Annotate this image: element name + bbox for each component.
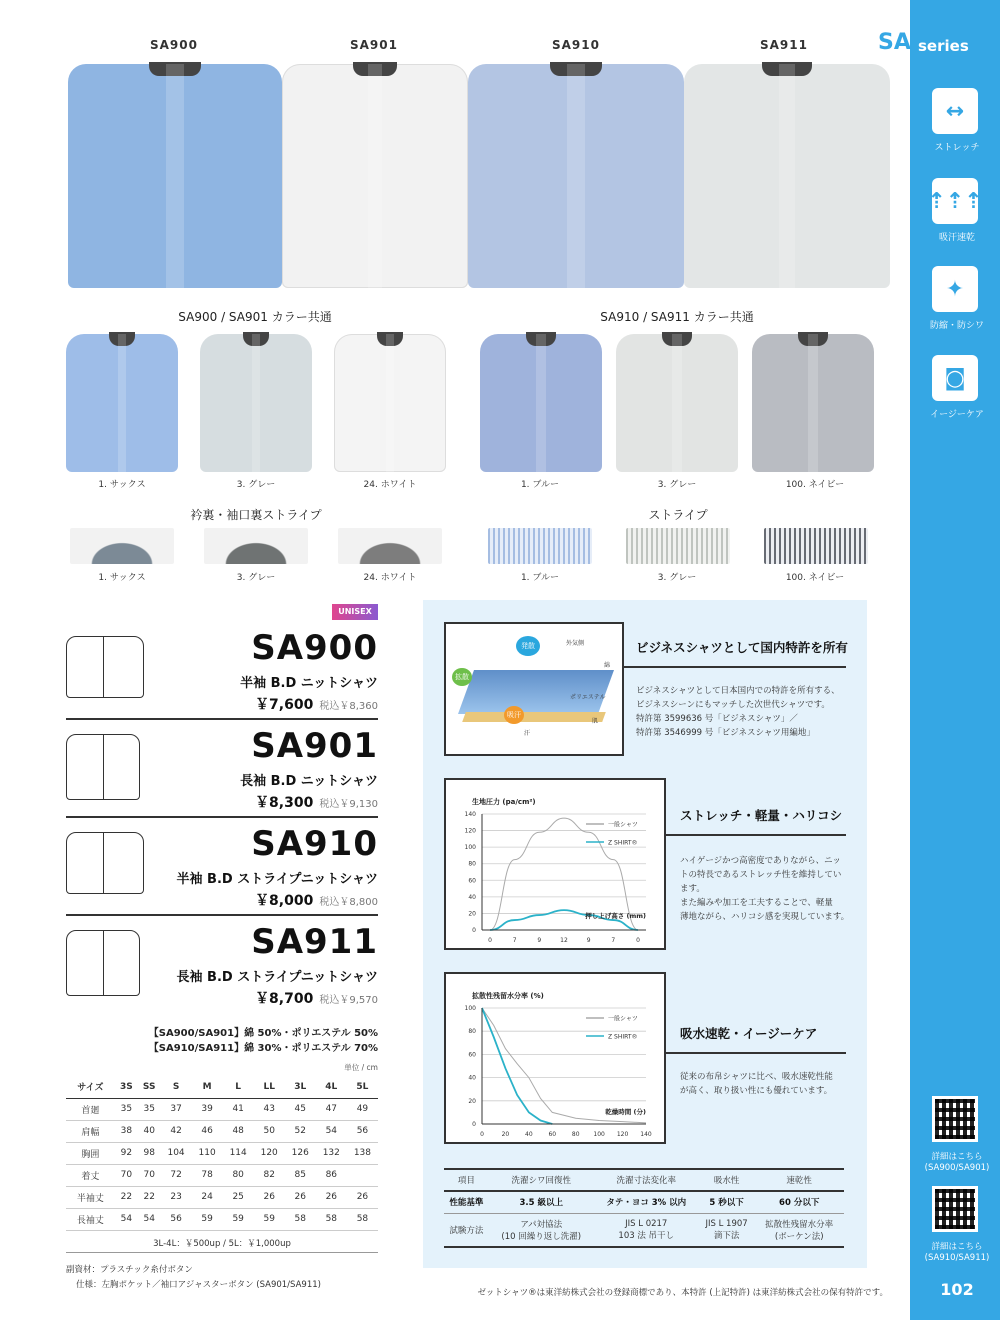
x-tick-label: 7 (611, 937, 616, 944)
swatch-shirt (334, 334, 446, 472)
y-tick-label: 0 (472, 1121, 476, 1128)
divider (66, 816, 378, 818)
patent-text: ビジネスシャツとして日本国内での特許を所有する、 ビジネスシーンにもマッチした次世代シャツです。 特許第 3599636 号「ビジネスシャツ」／ 特許第 3546999 号「ビジネスシャツ用編地」 (636, 686, 840, 738)
feature-label: ストレッチ (934, 143, 980, 153)
divider (66, 718, 378, 720)
legend-label: 一般シャツ (608, 1015, 638, 1023)
x-tick-label: 140 (640, 1131, 652, 1138)
diagram-label: 肌 (592, 718, 599, 725)
swatch-shirt (200, 334, 312, 472)
product-code: SA901 (251, 726, 378, 766)
detail-label: 3. グレー (236, 573, 276, 583)
y-tick-label: 80 (468, 860, 476, 868)
y-tick-label: 80 (468, 1028, 476, 1036)
x-tick-label: 12 (560, 937, 568, 944)
shirt-sketch-short (66, 832, 144, 894)
size-table (66, 1076, 378, 1231)
x-tick-label: 20 (501, 1131, 510, 1138)
product-price: ￥7,600 税込￥8,360 (255, 697, 378, 713)
x-axis-label: 押し上げ高さ (mm) (585, 912, 646, 920)
collar-detail-photo (70, 528, 174, 564)
x-axis-label: 乾燥時間 (分) (605, 1108, 646, 1116)
legend-label: 一般シャツ (608, 821, 638, 829)
fabric-diagram (444, 622, 624, 756)
stretch-text: ハイゲージかつ高密度でありながら、ニッ トの特長であるストレッチ性を維持してい ます。 また編みや加工を工夫することで、軽量 薄地ながら、ハリコシ感を実現しています。 (680, 856, 850, 922)
stretch-title: ストレッチ・軽量・ハリコシ (680, 808, 843, 823)
product-price: ￥8,700 税込￥9,570 (255, 991, 378, 1007)
y-tick-label: 140 (464, 811, 476, 818)
swatch-label: 24. ホワイト (363, 480, 417, 490)
x-tick-label: 80 (571, 1131, 580, 1138)
trademark-note: ゼットシャツ®は東洋紡株式会社の登録商標であり、本特許 (上記特許) は東洋紡株式会社の保有特許です。 (477, 1288, 888, 1298)
table-header-row: 項目 洗濯シワ回復性 洗濯寸法変化率 吸水性 速乾性 (444, 1169, 844, 1191)
tax-price: 税込￥9,130 (319, 799, 378, 810)
performance-table (444, 1168, 844, 1248)
y-tick-label: 20 (468, 910, 476, 918)
product-code: SA911 (251, 922, 378, 962)
color-group-title: SA900 / SA901 カラー共通 (178, 310, 332, 324)
table-header-row: サイズ 3S SS S M L LL 3L 4L 5L (66, 1076, 378, 1098)
x-tick-label: 0 (488, 937, 492, 944)
legend-label: Z SHIRT® (608, 1033, 638, 1041)
feature-label: イージーケア (930, 410, 984, 420)
shirt-photo-sa911 (684, 64, 890, 288)
shirt-photo-sa901 (282, 64, 468, 288)
detail-group-title: ストライプ (648, 508, 708, 522)
stripe-fabric-photo (488, 528, 592, 564)
table-row: 首廻 35 35 37 39 41 43 45 47 49 (66, 1098, 378, 1120)
diagram-label: 発散 (516, 636, 540, 656)
stretch-icon: ↔ (932, 88, 978, 134)
table-row: 性能基準 3.5 級以上 タテ・ヨコ 3% 以内 5 秒以下 60 分以下 (444, 1191, 844, 1213)
sub-material-note: 副資材：プラスチック糸付ボタン (66, 1265, 193, 1275)
divider (66, 1252, 378, 1253)
divider (666, 834, 846, 836)
y-tick-label: 100 (464, 1005, 476, 1012)
table-row: 試験方法 アパ対協法 (10 回繰り返し洗濯) JIS L 0217 103 法 吊干し JIS L 1907 滴下法 拡散性残留水分率 (ボーケン法) (444, 1213, 844, 1247)
swatch-shirt (752, 334, 874, 472)
x-tick-label: 7 (512, 937, 517, 944)
shirt-sketch-long (66, 930, 140, 996)
size-price-note: 3L-4L：￥500up / 5L：￥1,000up (153, 1239, 291, 1249)
tax-price: 税込￥9,570 (319, 995, 378, 1006)
table-row: 半袖丈 22 22 23 24 25 26 26 26 26 (66, 1186, 378, 1208)
swatch-label: 3. グレー (236, 480, 276, 490)
y-tick-label: 120 (464, 827, 476, 835)
x-tick-label: 9 (537, 937, 542, 944)
washer-icon: ◙ (932, 355, 978, 401)
qr-code-icon[interactable] (932, 1096, 978, 1142)
collar-detail-photo (204, 528, 308, 564)
collar-detail-photo (338, 528, 442, 564)
y-tick-label: 100 (464, 844, 476, 852)
y-tick-label: 60 (468, 877, 476, 885)
chart-title: 生地圧力 (pa/cm²) (472, 798, 536, 806)
table-row: 胸囲 92 98 104 110 114 120 126 132 138 (66, 1142, 378, 1164)
product-name: 半袖 B.D ニットシャツ (240, 676, 378, 691)
material-line: 【SA910/SA911】綿 30%・ポリエステル 70% (148, 1043, 378, 1054)
moisture-chart-box (444, 972, 666, 1144)
stripe-fabric-photo (764, 528, 868, 564)
y-tick-label: 20 (468, 1097, 476, 1105)
product-name: 半袖 B.D ストライプニットシャツ (176, 872, 378, 887)
x-tick-label: 120 (616, 1131, 629, 1138)
qr-code-icon[interactable] (932, 1186, 978, 1232)
diagram-label: 汗 (524, 730, 531, 737)
dry-title: 吸水速乾・イージーケア (680, 1026, 818, 1041)
x-tick-label: 0 (480, 1131, 484, 1138)
shirt-sketch-short (66, 636, 144, 698)
quick-dry-icon: ⇡⇡⇡ (932, 178, 978, 224)
shirt-photo-sa910 (468, 64, 684, 288)
table-row: 肩幅 38 40 42 46 48 50 52 54 56 (66, 1120, 378, 1142)
series-line (482, 1008, 552, 1124)
color-group-title: SA910 / SA911 カラー共通 (600, 310, 754, 324)
swatch-label: 100. ネイビー (785, 480, 845, 490)
qr-label: 詳細はこちら (SA900/SA901) (924, 1152, 990, 1173)
swatch-label: 1. サックス (98, 480, 146, 490)
product-price: ￥8,000 税込￥8,800 (255, 893, 378, 909)
swatch-label: 3. グレー (657, 480, 697, 490)
swatch-shirt (66, 334, 178, 472)
tax-price: 税込￥8,360 (319, 701, 378, 712)
moisture-chart (446, 974, 664, 1142)
y-tick-label: 60 (468, 1051, 476, 1059)
divider (66, 914, 378, 916)
detail-label: 100. ネイビー (785, 573, 845, 583)
series-heading (878, 30, 1000, 64)
series-line (482, 1008, 646, 1123)
swatch-label: 1. ブルー (520, 480, 560, 490)
shirt-code: SA911 (760, 38, 808, 52)
diagram-label: 外気側 (566, 640, 585, 647)
shirt-photo-sa900 (68, 64, 282, 288)
spec-note: 仕様：左胸ポケット／袖口アジャスターボタン (SA901/SA911) (76, 1280, 321, 1290)
x-tick-label: 100 (593, 1131, 605, 1138)
detail-group-title: 衿裏・袖口裏ストライプ (190, 508, 322, 522)
stripe-fabric-photo (626, 528, 730, 564)
product-code: SA900 (251, 628, 378, 668)
y-tick-label: 40 (468, 1074, 476, 1082)
divider (666, 1052, 846, 1054)
x-tick-label: 60 (548, 1131, 557, 1138)
unisex-badge: UNISEX (332, 604, 378, 620)
pressure-chart-box (444, 778, 666, 950)
shirt-code: SA901 (350, 38, 398, 52)
product-code: SA910 (251, 824, 378, 864)
diagram-label: ポリエステル (570, 694, 606, 701)
x-tick-label: 0 (636, 937, 640, 944)
shirt-sketch-long (66, 734, 140, 800)
material-line: 【SA900/SA901】綿 50%・ポリエステル 50% (148, 1028, 378, 1039)
shirt-code: SA910 (552, 38, 600, 52)
page-number: 102 (940, 1280, 974, 1299)
swatch-shirt (616, 334, 738, 472)
detail-label: 3. グレー (657, 573, 697, 583)
patent-title: ビジネスシャツとして国内特許を所有 (636, 640, 848, 655)
diagram-label: 綿 (604, 662, 611, 669)
product-name: 長袖 B.D ニットシャツ (240, 774, 378, 789)
x-tick-label: 40 (525, 1131, 533, 1138)
diagram-label: 拡散 (452, 668, 472, 686)
divider (624, 666, 846, 668)
swatch-shirt (480, 334, 602, 472)
tax-price: 税込￥8,800 (319, 897, 378, 908)
feature-label: 吸汗速乾 (938, 233, 975, 243)
series-code: SA (878, 30, 911, 55)
detail-label: 24. ホワイト (363, 573, 417, 583)
table-row: 着丈 70 70 72 78 80 82 85 86 (66, 1164, 378, 1186)
legend-label: Z SHIRT® (608, 839, 638, 847)
unit-note: 単位 / cm (344, 1063, 378, 1072)
chart-title: 拡散性残留水分率 (%) (472, 992, 544, 1000)
qr-label: 詳細はこちら (SA910/SA911) (924, 1242, 990, 1263)
feature-label: 防縮・防シワ (929, 321, 984, 331)
series-word: series (918, 37, 969, 55)
product-price: ￥8,300 税込￥9,130 (255, 795, 378, 811)
y-tick-label: 0 (472, 927, 476, 934)
product-name: 長袖 B.D ストライプニットシャツ (176, 970, 378, 985)
pressure-chart (446, 780, 664, 948)
diagram-label: 吸汗 (504, 706, 524, 724)
detail-label: 1. サックス (98, 573, 146, 583)
detail-label: 1. ブルー (520, 573, 560, 583)
dry-text: 従来の布帛シャツに比べ、吸水速乾性能 が高く、取り扱い性にも優れています。 (680, 1072, 833, 1096)
table-row: 長袖丈 54 54 56 59 59 59 58 58 58 (66, 1208, 378, 1230)
y-tick-label: 40 (468, 893, 476, 901)
shirt-code: SA900 (150, 38, 198, 52)
x-tick-label: 9 (586, 937, 591, 944)
sparkle-icon: ✦ (932, 266, 978, 312)
